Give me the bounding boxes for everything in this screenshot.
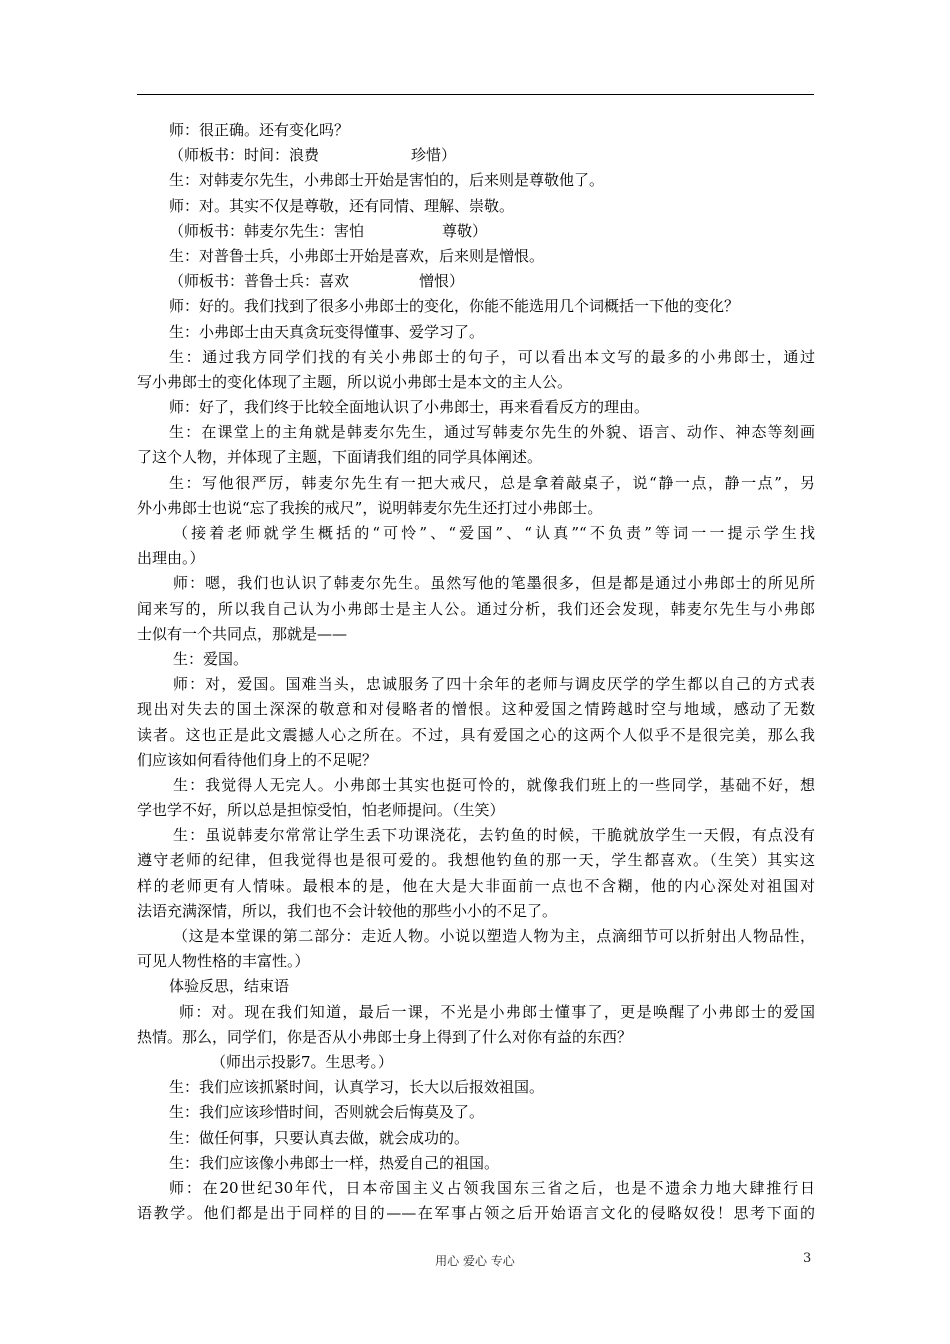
paragraph-line: 外小弗郎士也说“忘了我挨的戒尺”，说明韩麦尔先生还打过小弗郎士。	[137, 498, 603, 517]
paragraph-line: 生：写他很严厉，韩麦尔先生有一把大戒尺，总是拿着敲桌子，说“静一点，静一点”，另	[169, 473, 815, 492]
paragraph-line: 生：我们应该抓紧时间，认真学习，长大以后报效祖国。	[169, 1078, 545, 1097]
paragraph-line: （师出示投影7。生思考。）	[211, 1052, 394, 1071]
paragraph-line: 生：我们应该像小弗郎士一样，热爱自己的祖国。	[169, 1153, 500, 1172]
header-rule	[137, 94, 814, 95]
paragraph-line: 现出对失去的国土深深的敬意和对侵略者的憎恨。这种爱国之情跨越时空与地域，感动了无数	[137, 700, 815, 719]
paragraph-line: （接着老师就学生概括的“可怜”、“爱国”、“认真”“不负责”等词一一提示学生找	[173, 524, 815, 542]
paragraph-line: （师板书：普鲁士兵：喜欢 憎恨）	[169, 272, 465, 291]
document-body	[137, 118, 815, 1226]
paragraph-line: 师：在20世纪30年代，日本帝国主义占领我国东三省之后，也是不遗余力地大肆推行日	[169, 1178, 815, 1197]
paragraph-line: 师：对。现在我们知道，最后一课，不光是小弗郎士懂事了，更是唤醒了小弗郎士的爱国	[179, 1002, 815, 1021]
paragraph-line: 热情。那么，同学们，你是否从小弗郎士身上得到了什么对你有益的东西？	[137, 1027, 633, 1046]
paragraph-line: 学也学不好，所以总是担惊受怕，怕老师提问。（生笑）	[137, 801, 505, 820]
paragraph-line: 生：做任何事，只要认真去做，就会成功的。	[169, 1128, 470, 1147]
paragraph-line: 样的老师更有人情味。最根本的是，他在大是大非面前一点也不含糊，他的内心深处对祖国对	[137, 876, 815, 895]
paragraph-line: 法语充满深情，所以，我们也不会计较他的那些小小的不足了。	[137, 901, 558, 920]
paragraph-line: 出理由。）	[137, 549, 205, 568]
paragraph-line: 生：小弗郎士由天真贪玩变得懂事、爱学习了。	[169, 322, 485, 341]
paragraph-line: 生：对普鲁士兵，小弗郎士开始是喜欢，后来则是憎恨。	[169, 246, 545, 265]
paragraph-line: 生：爱国。	[173, 649, 249, 668]
paragraph-line: 生：在课堂上的主角就是韩麦尔先生，通过写韩麦尔先生的外貌、语言、动作、神态等刻画	[169, 423, 815, 442]
paragraph-line: 生：我们应该珍惜时间，否则就会后悔莫及了。	[169, 1103, 485, 1122]
paragraph-line: 闻来写的，所以我自己认为小弗郎士是主人公。通过分析，我们还会发现，韩麦尔先生与小弗郎	[137, 599, 815, 618]
paragraph-line: （师板书：韩麦尔先生：害怕 尊敬）	[169, 221, 488, 240]
paragraph-line: 生：我觉得人无完人。小弗郎士其实也挺可怜的，就像我们班上的一些同学，基础不好，想	[173, 775, 815, 794]
paragraph-line: 读者。这也正是此文震撼人心之所在。不过，具有爱国之心的这两个人似乎不是很完美，那么我	[137, 725, 815, 744]
paragraph-line: 师：好了，我们终于比较全面地认识了小弗郎士，再来看看反方的理由。	[169, 398, 650, 417]
paragraph-line: 生：虽说韩麦尔常常让学生丢下功课浇花，去钓鱼的时候，干脆就放学生一天假，有点没有	[173, 826, 815, 845]
section-heading: 体验反思，结束语	[169, 977, 290, 996]
paragraph-line: 了这个人物，并体现了主题，下面请我们组的同学具体阐述。	[137, 448, 543, 467]
paragraph-line: 师：对。其实不仅是尊敬，还有同情、理解、崇敬。	[169, 196, 515, 215]
paragraph-line: 生：通过我方同学们找的有关小弗郎士的句子，可以看出本文写的最多的小弗郎士，通过	[169, 347, 815, 366]
paragraph-line: （师板书：时间：浪费 珍惜）	[169, 146, 457, 165]
paragraph-line: 士似有一个共同点，那就是——	[137, 624, 348, 643]
paragraph-line: 写小弗郎士的变化体现了主题，所以说小弗郎士是本文的主人公。	[137, 372, 573, 391]
paragraph-line: （这是本堂课的第二部分：走近人物。小说以塑造人物为主，点滴细节可以折射出人物品性，	[173, 927, 815, 945]
paragraph-line: 师：嗯，我们也认识了韩麦尔先生。虽然写他的笔墨很多，但是都是通过小弗郎士的所见所	[173, 574, 815, 593]
paragraph-line: 师：很正确。还有变化吗？	[169, 121, 350, 139]
footer-motto: 用心 爱心 专心	[435, 1254, 515, 1268]
paragraph-line: 师：对，爱国。国难当头，忠诚服务了四十余年的老师与调皮厌学的学生都以自己的方式表	[173, 675, 815, 694]
paragraph-line: 生：对韩麦尔先生，小弗郎士开始是害怕的，后来则是尊敬他了。	[169, 171, 605, 190]
paragraph-line: 遵守老师的纪律，但我觉得也是很可爱的。我想他钓鱼的那一天，学生都喜欢。（生笑）其实这	[137, 851, 815, 870]
paragraph-line: 们应该如何看待他们身上的不足呢？	[137, 750, 378, 769]
page-number: 3	[803, 1251, 812, 1266]
paragraph-line: 语教学。他们都是出于同样的目的——在军事占领之后开始语言文化的侵略奴役！思考下面的	[137, 1204, 815, 1223]
paragraph-line: 可见人物性格的丰富性。）	[137, 952, 310, 971]
paragraph-line: 师：好的。我们找到了很多小弗郎士的变化，你能不能选用几个词概括一下他的变化？	[169, 297, 740, 316]
